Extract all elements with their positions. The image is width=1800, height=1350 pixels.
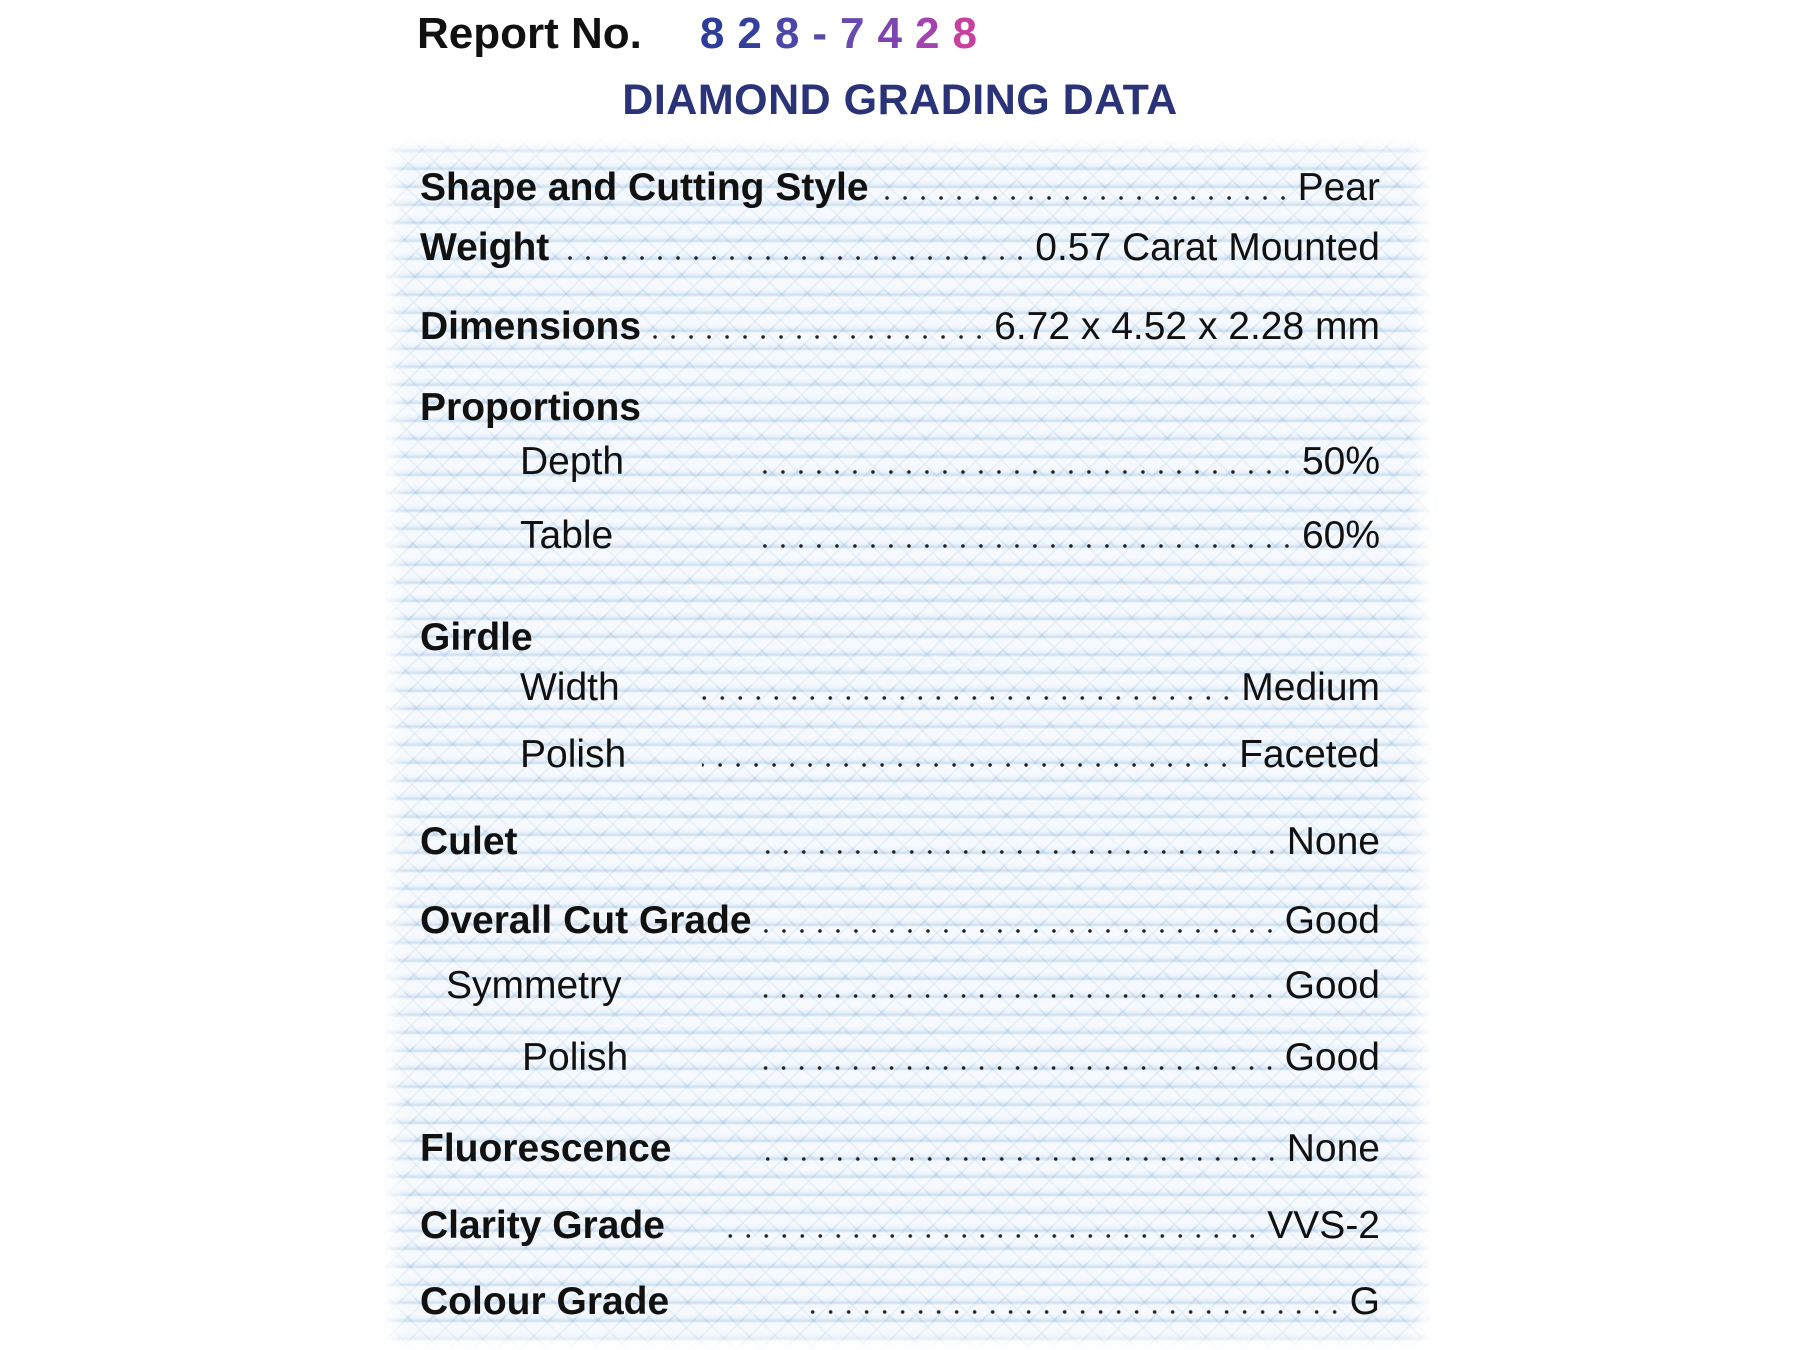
- leader-dots: [702, 692, 1235, 704]
- row-fluorescence: [420, 1127, 1380, 1175]
- dimensions-label: Dimensions: [420, 305, 642, 348]
- row-clarity: [420, 1204, 1380, 1252]
- leader-dots: [806, 1306, 1344, 1318]
- report-number-line: [417, 4, 990, 64]
- dimensions-value: 6.72 x 4.52 x 2.28 mm: [994, 305, 1380, 348]
- shape-value: Pear: [1297, 166, 1380, 209]
- fluorescence-label: Fluorescence: [420, 1127, 672, 1170]
- colour-value: G: [1349, 1280, 1380, 1323]
- row-girdle-polish: [420, 733, 1380, 781]
- cut-polish-label: Polish: [522, 1036, 629, 1079]
- row-girdle-width: [420, 666, 1380, 714]
- leader-dots: [750, 466, 1296, 478]
- table-value: 60%: [1301, 514, 1380, 557]
- row-dimensions: [420, 305, 1380, 353]
- row-culet: [420, 820, 1380, 868]
- row-table: [420, 514, 1380, 562]
- report-digit: 4: [877, 9, 915, 58]
- leader-dots: [647, 331, 988, 343]
- table-label: Table: [520, 514, 614, 557]
- girdle-heading: Girdle: [420, 616, 533, 659]
- overall-cut-value: Good: [1284, 899, 1380, 942]
- leader-dots: [758, 925, 1279, 937]
- leader-dots: [752, 990, 1279, 1002]
- leader-dots: [555, 252, 1029, 264]
- leader-dots: [752, 846, 1281, 858]
- girdle-width-value: Medium: [1241, 666, 1380, 709]
- report-digit: 2: [914, 9, 953, 58]
- report-digit: 2: [737, 9, 775, 58]
- row-overall-cut: [420, 899, 1380, 947]
- leader-dots: [702, 759, 1233, 771]
- weight-label: Weight: [420, 226, 550, 269]
- symmetry-label: Symmetry: [446, 964, 622, 1007]
- report-digit: 7: [840, 9, 878, 58]
- leader-dots: [752, 1153, 1281, 1165]
- symmetry-value: Good: [1284, 964, 1380, 1007]
- proportions-heading: Proportions: [420, 386, 641, 429]
- overall-cut-label: Overall Cut Grade: [420, 899, 752, 942]
- clarity-value: VVS-2: [1267, 1204, 1380, 1247]
- row-shape: [420, 166, 1380, 214]
- leader-dots: [752, 1062, 1279, 1074]
- cut-polish-value: Good: [1284, 1036, 1380, 1079]
- row-weight: [420, 226, 1380, 274]
- weight-value: 0.57 Carat Mounted: [1035, 226, 1380, 269]
- shape-label: Shape and Cutting Style: [420, 166, 869, 209]
- row-cut-polish: [420, 1036, 1380, 1084]
- culet-value: None: [1286, 820, 1380, 863]
- leader-dots: [726, 1230, 1261, 1242]
- culet-label: Culet: [420, 820, 518, 863]
- report-digit: 8: [952, 9, 990, 58]
- leader-dots: [750, 540, 1296, 552]
- report-digit: -: [812, 9, 840, 58]
- depth-label: Depth: [520, 440, 625, 483]
- girdle-polish-value: Faceted: [1239, 733, 1380, 776]
- report-number-label: Report No.: [417, 9, 642, 58]
- colour-label: Colour Grade: [420, 1280, 670, 1323]
- clarity-label: Clarity Grade: [420, 1204, 665, 1247]
- leader-dots: [875, 192, 1292, 204]
- page-title: DIAMOND GRADING DATA: [622, 76, 1178, 124]
- girdle-polish-label: Polish: [520, 733, 627, 776]
- row-depth: [420, 440, 1380, 488]
- row-symmetry: [420, 964, 1380, 1012]
- report-number-value: [700, 9, 990, 59]
- row-colour: [420, 1280, 1380, 1328]
- fluorescence-value: None: [1286, 1127, 1380, 1170]
- report-digit: 8: [774, 9, 813, 58]
- girdle-width-label: Width: [520, 666, 620, 709]
- depth-value: 50%: [1301, 440, 1380, 483]
- report-digit: 8: [699, 9, 738, 58]
